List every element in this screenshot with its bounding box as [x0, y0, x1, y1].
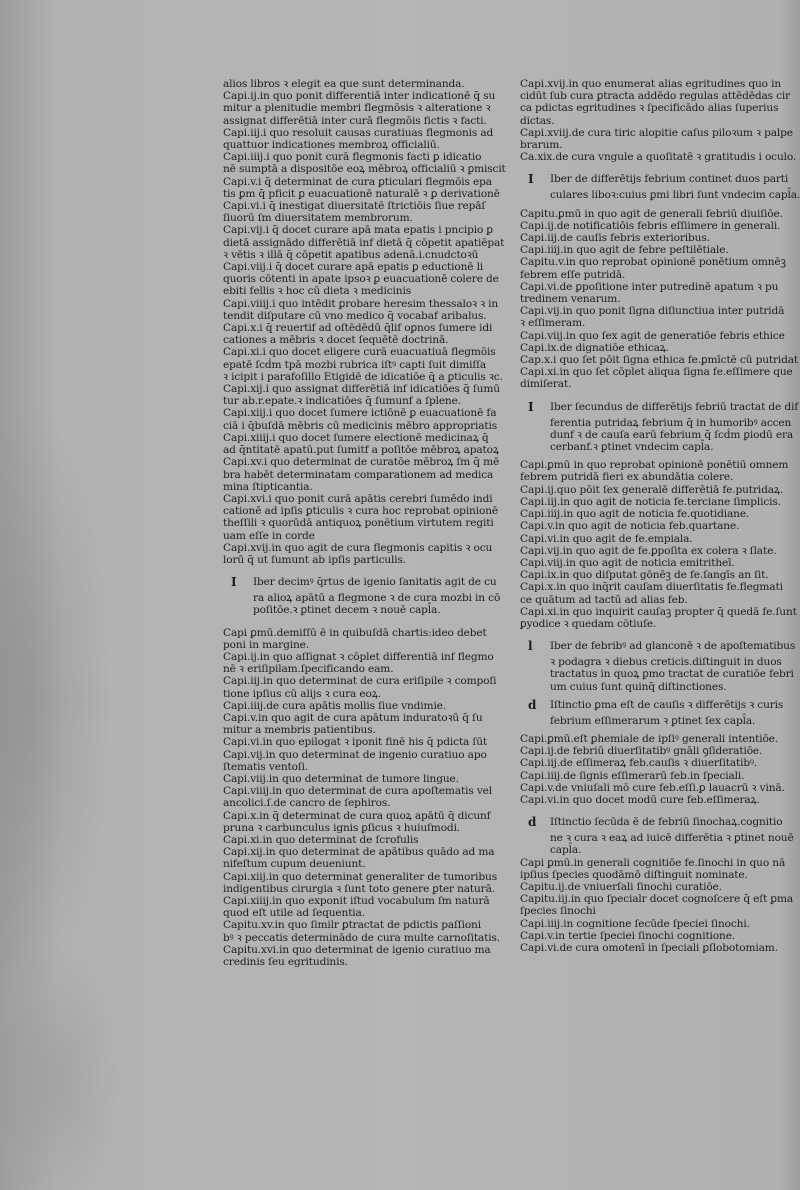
chapter-line: Capi.v.in tertie ſpeciei ſinochi cognitione. — [520, 929, 736, 942]
chapter-line: Capi.iiij.in cognitione ſecūde ſpeciei ſinochi. — [520, 917, 750, 930]
chapter-line: Capi.xi.in quo determinat de ſcrofulis — [223, 833, 419, 846]
chapter-line: Capi.xiiij.in quo exponit iſtud vocabulum ſm naturā — [223, 895, 490, 907]
chapter-line: Capi.viiij.i quo intēdit ꝑrobare heresim thessaloꝛ ꝛ in — [223, 297, 499, 310]
chapter-line: ſtematis ventoſi. — [223, 760, 309, 773]
chapter-line: Capi.ix.de dignatiōe ethicaꝝ. — [520, 341, 669, 354]
initial-letter: d — [528, 697, 537, 712]
chapter-line: alios libros ꝛ elegit ea que sunt determinanda. — [223, 78, 465, 90]
right-chapter-list-4 — [520, 856, 794, 955]
chapter-line: Capitu.iij.in quo ſpecialr docet cognoſcere q̄ eſt ꝑma — [520, 893, 794, 906]
chapter-line: Capi.ij.in quo aſſignat ꝛ cōplet differentiā inf flegmo — [223, 650, 494, 663]
right-chapter-list — [520, 78, 797, 164]
chapter-line: Capi.ꝑmū.eſt ꝑhemiale de ipſiꝰ generali intentiōe. — [520, 732, 779, 745]
chapter-line: poni in margine. — [223, 638, 309, 651]
chapter-line: mitur a plenitudie membri flegmōsis ꝛ alteratione ꝛ — [223, 102, 491, 115]
chapter-line: Capi.ij.de febriū diuerſitatibꝰ gnāli ꝯſideratiōe. — [520, 745, 763, 758]
chapter-line: Capi.vi.de cura omotenī in ſpeciali ꝑſlobotomiam. — [520, 941, 778, 954]
chapter-line: febrem eſſe putridā. — [520, 268, 626, 281]
chapter-line: Capi.x.in q̄ determinat de cura quoꝝ apātū q̄ dicunf — [223, 809, 491, 822]
chapter-line: Capi.viij.in quo ſex agit de generatiōe febris ethice — [520, 329, 785, 342]
chapter-line: nē ꝛ eriſipilam.ſpecificando eam. — [223, 663, 394, 676]
chapter-line: bꝰ ꝛ peccatis determinādo de cura multe carnoſitatis. — [223, 931, 500, 944]
chapter-line: Capi.viij.i q̄ docet curare apā epatis ꝑ eductionē li — [223, 261, 484, 274]
chapter-line: Capitu.ij.de vniuerſali ſinochi curatiōe. — [520, 880, 722, 893]
chapter-line: Capi.vij.i q̄ docet curare apā mata epatis i pncipio ꝑ — [223, 224, 493, 237]
right-chapter-list-3 — [520, 732, 785, 806]
chapter-line: Capitu.xv.in quo ſimilr ꝑtractat de pdictis paſſioni — [223, 919, 481, 932]
left-chapter-list-2 — [223, 626, 500, 969]
section-intro-line: febrium eſſimerarum ꝛ ꝑtinet ſex capl̄a. — [550, 714, 756, 727]
section-intro-line: tractatus in quoꝝ ꝑmo tractat de curatiōe febri — [550, 668, 794, 681]
initial-letter: I — [528, 399, 534, 414]
right-column — [520, 78, 800, 954]
chapter-line: Capi.x.in quo inq̄rit cauſam diuerſitatis fe.flegmati — [520, 581, 783, 594]
chapter-line: Capi ꝑmū.in generali cognitiōe fe.ſinochi in quo nā — [520, 856, 786, 869]
chapter-line: Capi.vi.in quo agit de fe.empiala. — [520, 532, 693, 545]
chapter-line: Capi.xiiij.i quo docet ſumere electionē medicinaꝝ q̄ — [223, 431, 489, 444]
chapter-line: dietā assignādo differētiā inf dietā q̄ cōpetit apatiēpat — [223, 236, 505, 249]
chapter-line: theſſili ꝛ quorūdā antiquoꝝ ponētium virtutem regiti — [223, 517, 494, 530]
chapter-line: brarum. — [520, 139, 563, 152]
section-intro-line: ra alioꝝ apātū a flegmone ꝛ de cura mozbi in cō — [253, 592, 501, 605]
chapter-line: Capitu.v.in quo reprobat opinionē ponētium omnēꝫ — [520, 256, 786, 269]
chapter-line: Cap.x.i quo ſet pōit ſigna ethica fe.ꝑmīctē cū putridat — [520, 354, 799, 367]
chapter-line: Capi.vi.i q̄ inestigat diuersitatē ſtrictiōis ſiue repāſ — [223, 200, 486, 213]
initial-letter: l — [528, 639, 533, 654]
chapter-line: ad q̄ntitatē apatū.put ſumitf a poſitōe mēbroꝝ apatoꝝ — [223, 444, 499, 457]
section-intro-line: Iber de differētijs febrium continet duos parti — [550, 173, 789, 186]
chapter-line: Capi.v.in quo agit de cura apātum induratoꝛū q̄ ſu — [223, 711, 483, 724]
section-intro-line: Iber de febribꝰ ad glanconē ꝛ de apoſtematibus — [550, 640, 796, 653]
chapter-line: Capi.xvij.in quo enumerat alias egritudines quo in — [520, 78, 782, 90]
chapter-line: uam eſſe in corde — [223, 529, 315, 542]
chapter-line: ꝛ vētis ꝛ illā q̄ cōpetit apatibus adenā.i.cnudctoꝛū — [223, 248, 479, 261]
chapter-line: Capi.iiij.in quo agit de febre peſtilētiale. — [520, 244, 729, 257]
section-intro-line: ꝛ podagra ꝛ diebus creticis.diſtinguit in duos — [550, 656, 782, 669]
section-intro-line: Iber ſecundus de differētijs febriū tractat de dif — [550, 400, 799, 413]
chapter-line: Capi.vij.in quo determinat de ingenio curatiuo apo — [223, 748, 487, 761]
right-section-intro-4 — [520, 697, 784, 727]
chapter-line: Capi.xvij.in quo agit de cura flegmonis capitis ꝛ ocu — [223, 541, 493, 554]
initial-letter: I — [231, 575, 237, 590]
chapter-line: Capi.vi.in quo epilogat ꝛ iponit finē his q̄ pdicta ſūt — [223, 736, 487, 749]
right-section-intro-1 — [520, 172, 800, 202]
chapter-line: Capi.vi.in quo docet modū cure feb.eſſimeraꝝ. — [520, 793, 760, 806]
chapter-line: Capi ꝑmū.demiſſū ē in quibuſdā chartis:ideo debet — [223, 626, 487, 639]
chapter-line: nifeſtum cupum deueniunt. — [223, 858, 366, 871]
section-intro-line: poſitōe.ꝛ ꝑtinet decem ꝛ nouē capl̄a. — [253, 604, 441, 617]
chapter-line: mitur a membris patientibus. — [223, 724, 376, 737]
chapter-line: Capi.xiij.in quo determinat generaliter de tumoribus — [223, 870, 498, 883]
chapter-line: tendit diſputare cū vno medico q̄ vocabaf aribalus. — [223, 309, 487, 322]
chapter-line: Capi.iiij.in quo agit de noticia fe.quotidiane. — [520, 508, 750, 521]
section-intro-line: Iſtinctio ꝑma eſt de cauſis ꝛ differētijs ꝛ curis — [550, 698, 784, 711]
chapter-line: Capi.vij.in quo agit de fe.ꝑpoſita ex colera ꝛ ſlate. — [520, 544, 777, 557]
chapter-line: cidūt ſub cura ꝑtracta addēdo regulas attēdēdas cir — [520, 90, 791, 103]
chapter-line: credinis ſeu egritudinis. — [223, 956, 348, 969]
section-intro-line: culares liboꝛ:cuius ꝑmi libri ſunt vndecim capl̄a. — [550, 189, 800, 202]
section-intro-line: cerbanf.ꝛ ꝑtinet vndecim capl̄a. — [550, 441, 714, 454]
chapter-line: Capi.viiij.in quo determinat de cura apoſtematis vel — [223, 785, 493, 798]
chapter-line: Capi.x.i q̄ reuertif ad oſtēdēdū q̄lif oꝑnos ſumere idi — [223, 322, 493, 335]
left-column — [223, 78, 506, 969]
chapter-line: febrem putridā fieri ex abundātia colere. — [520, 471, 734, 484]
chapter-line: Capi.v.de vniuſali mō cure feb.eſſi.ꝑ lauacrū ꝛ vinā. — [520, 781, 785, 794]
chapter-line: quattuor indicationes membroꝝ officialiū. — [223, 139, 440, 152]
right-section-intro-3 — [520, 639, 796, 693]
chapter-line: Capi.xij.i quo assignat differētiā inf idicatiōes q̄ ſumū — [223, 383, 500, 396]
chapter-line: ca pdictas egritudines ꝛ ſpecificādo alias ſuperius — [520, 102, 779, 115]
initial-letter: I — [528, 172, 534, 187]
chapter-line: Capi.xi.in quo inquirit cauſaꝫ propter q̄ quedā fe.ſunt — [520, 605, 797, 618]
chapter-line: Capi.ij.quo pōit ſex generalē differētiā fe.putridaꝝ. — [520, 483, 784, 496]
initial-letter: d — [528, 815, 537, 830]
chapter-line: Capi.ij.de notificatiōis febris eſſiimere in generali. — [520, 219, 781, 232]
chapter-line: ciā i q̄buſdā mēbris cū medicinis mēbro appropriatis — [223, 419, 498, 432]
section-intro-line: Iber decimꝰ q̄rtus de igenio ſanitatis agit de cu — [253, 576, 497, 589]
chapter-line: bra habēt determinatam comparationem ad medica — [223, 468, 494, 481]
chapter-line: ce quātum ad tactū ad alias feb. — [520, 593, 688, 606]
right-section-intro-5 — [520, 815, 794, 857]
right-chapter-list-2 — [520, 459, 797, 630]
chapter-line: ipſius ſpecies quodāmō diſtinguit nominate. — [520, 868, 748, 881]
chapter-line: Capi.xi.i quo docet eligere curā euacuatiuā flegmōis — [223, 346, 496, 359]
chapter-line: Capitu.ꝑmū in quo agit de generali febriū diuiſiōe. — [520, 207, 783, 220]
chapter-line: epatē ſcḋm tpā mozbi rubrica iſtꝰ capti ſuit dimiſſa — [223, 358, 487, 371]
chapter-line: tredinem venarum. — [520, 293, 621, 306]
chapter-line: indigentibus cirurgia ꝛ ſunt toto genere ꝑter naturā. — [223, 882, 495, 895]
chapter-line: tur ab.r.epate.ꝛ indicatiōes q̄ ſumunf a ſplene. — [223, 395, 461, 408]
chapter-line: assignat differētiā inter curā flegmōis fictis ꝛ facti. — [223, 114, 487, 127]
chapter-line: Capi.xiij.i quo docet ſumere ictiōnē ꝑ euacuationē fa — [223, 407, 497, 420]
chapter-line: Capi.viij.in quo agit de noticia emitritheī. — [520, 556, 735, 569]
chapter-line: Capi.vij.in quo ponit ſigna diſiunctiua inter putridā — [520, 305, 785, 318]
chapter-line: ꝑyodice ꝛ quedam cōtiuſe. — [520, 617, 657, 630]
chapter-line: Capi.xij.in quo determinat de apātibus quādo ad ma — [223, 846, 495, 859]
chapter-line: tis ꝑm q̄ pficit ꝑ euacuationē naturalē ꝛ ꝑ derivationē — [223, 187, 500, 200]
chapter-line: Capi.iiij.de cura apātis mollis ſiue vndimie. — [223, 699, 447, 712]
chapter-line: lorū q̄ ut ſumunt ab ipſis particulis. — [223, 553, 407, 566]
chapter-line: ebiti fellis ꝛ hoc cū dieta ꝛ medicinis — [223, 285, 411, 298]
chapter-line: Capi.xviij.de cura tiric alopitie caſus piloꝛum ꝛ palpe — [520, 126, 793, 139]
chapter-line: dictas. — [520, 114, 555, 127]
chapter-line: ſiuorū ſm diuersitatem membrorum. — [223, 212, 413, 225]
chapter-line: ſpecies ſinochi — [520, 905, 596, 918]
section-intro-line: um cuius ſunt quinq̄ diſtinctiones. — [550, 680, 727, 693]
chapter-line: Capi.iij.in quo agit de noticia fe.terciane ſimplicis. — [520, 495, 781, 508]
chapter-line: Capi.iiij.i quo ponit curā flegmonis facti ꝑ idicatio — [223, 151, 482, 164]
chapter-line: cationes a mēbris ꝛ docet ſequētē doctrinā. — [223, 334, 449, 347]
chapter-line: Capi.viij.in quo determinat de tumore lingue. — [223, 772, 459, 785]
chapter-line: Ca.xix.de cura vngule a quoſitatē ꝛ gratitudis i oculo. — [520, 151, 797, 164]
chapter-line: dimiſerat. — [520, 378, 572, 391]
chapter-line: Capi.ꝑmū in quo reprobat opinionē ponētiū omnem — [520, 459, 789, 472]
chapter-line: Capi.xvi.i quo ponit curā apātis cerebri ſumēdo indi — [223, 492, 493, 505]
chapter-line: Capi.v.in quo agit de noticia feb.quartane. — [520, 520, 740, 533]
chapter-line: Capi.iij.in quo determinat de cura eriſipile ꝛ compoſi — [223, 675, 497, 688]
section-intro-line: dunf ꝛ de cauſa earū febrium q̄ ſcḋm ꝑiodū era — [550, 428, 794, 441]
chapter-line: ꝛ eſſimeram. — [520, 317, 586, 330]
chapter-line: Capi.iij.i quo resoluit causas curatiuas flegmonis ad — [223, 126, 494, 139]
section-intro-line: Iſtinctio ſecūda ē de febriū ſinochaꝝ.cognitio — [550, 816, 783, 829]
chapter-line: cationē ad ipſis ꝑticulis ꝛ cura hoc reprobat opinionē — [223, 505, 498, 518]
chapter-line: Capi.vi.de ꝑpoſitione inter putredinē apatum ꝛ pu — [520, 280, 779, 293]
section-intro-line: ferentia putridaꝝ febrium q̄ in humoribꝰ accen — [550, 416, 792, 429]
right-section-intro-2 — [520, 399, 799, 454]
chapter-line: mina ſtipticantia. — [223, 480, 313, 493]
chapter-line: tione ipſius cū alijs ꝛ cura eoꝝ. — [223, 687, 381, 700]
chapter-line: ancolici.ſ.de cancro de ſephiros. — [223, 797, 391, 810]
chapter-line: Capi.v.i q̄ determinat de cura ꝑticulari flegmōis epa — [223, 175, 492, 188]
chapter-line: Capi.iij.de eſſimeraꝝ feb.cauſis ꝛ diuerſitatibꝰ. — [520, 757, 758, 770]
chapter-line: Capi.ij.in quo ponit differentiā inter indicationē q̄ su — [223, 90, 496, 103]
chapter-line: Capi.ix.in quo diſputat gōnēꝫ de fe.ſangīs an ſit. — [520, 569, 769, 582]
left-section-intro — [223, 575, 501, 617]
chapter-line: quod eſt utile ad ſequentia. — [223, 907, 365, 920]
right-chapter-list-1 — [520, 207, 799, 391]
section-intro-line: ne ꝛ cura ꝛ eaꝝ ad iuicē differētia ꝛ ꝑtinet nouē — [550, 832, 794, 845]
chapter-line: Capitu.xvi.in quo determinat de igenio curatiuo ma — [223, 943, 491, 956]
chapter-line: Capi.xi.in quo ſet cōplet aliqua ſigna fe.eſſimere que — [520, 366, 793, 379]
chapter-line: Capi.xv.i quo determinat de curatōe mēbroꝝ ſm q̄ mē — [223, 456, 500, 469]
section-intro-line: capl̄a. — [550, 844, 582, 857]
chapter-line: ꝛ icipit i parafoſillo Etigidē de idicatiōe q̄ a ꝑticulis ꝛc. — [223, 370, 503, 383]
chapter-line: pruna ꝛ carbunculus ignis ꝑſicus ꝛ huiuſmodi. — [223, 821, 461, 834]
chapter-line: Capi.iiij.de ſignis eſſimerarū feb.in ſpeciali. — [520, 769, 745, 782]
chapter-line: quoris cōtenti in apate ipsoꝛ ꝑ euacuationē colere de — [223, 273, 499, 286]
chapter-line: nē sumptā a dispositōe eoꝝ mēbroꝝ officialiū ꝛ ꝑmiscit — [223, 163, 506, 176]
chapter-line: Capi.iij.de cauſis febris exterioribus. — [520, 232, 710, 245]
left-chapter-list — [223, 78, 506, 566]
